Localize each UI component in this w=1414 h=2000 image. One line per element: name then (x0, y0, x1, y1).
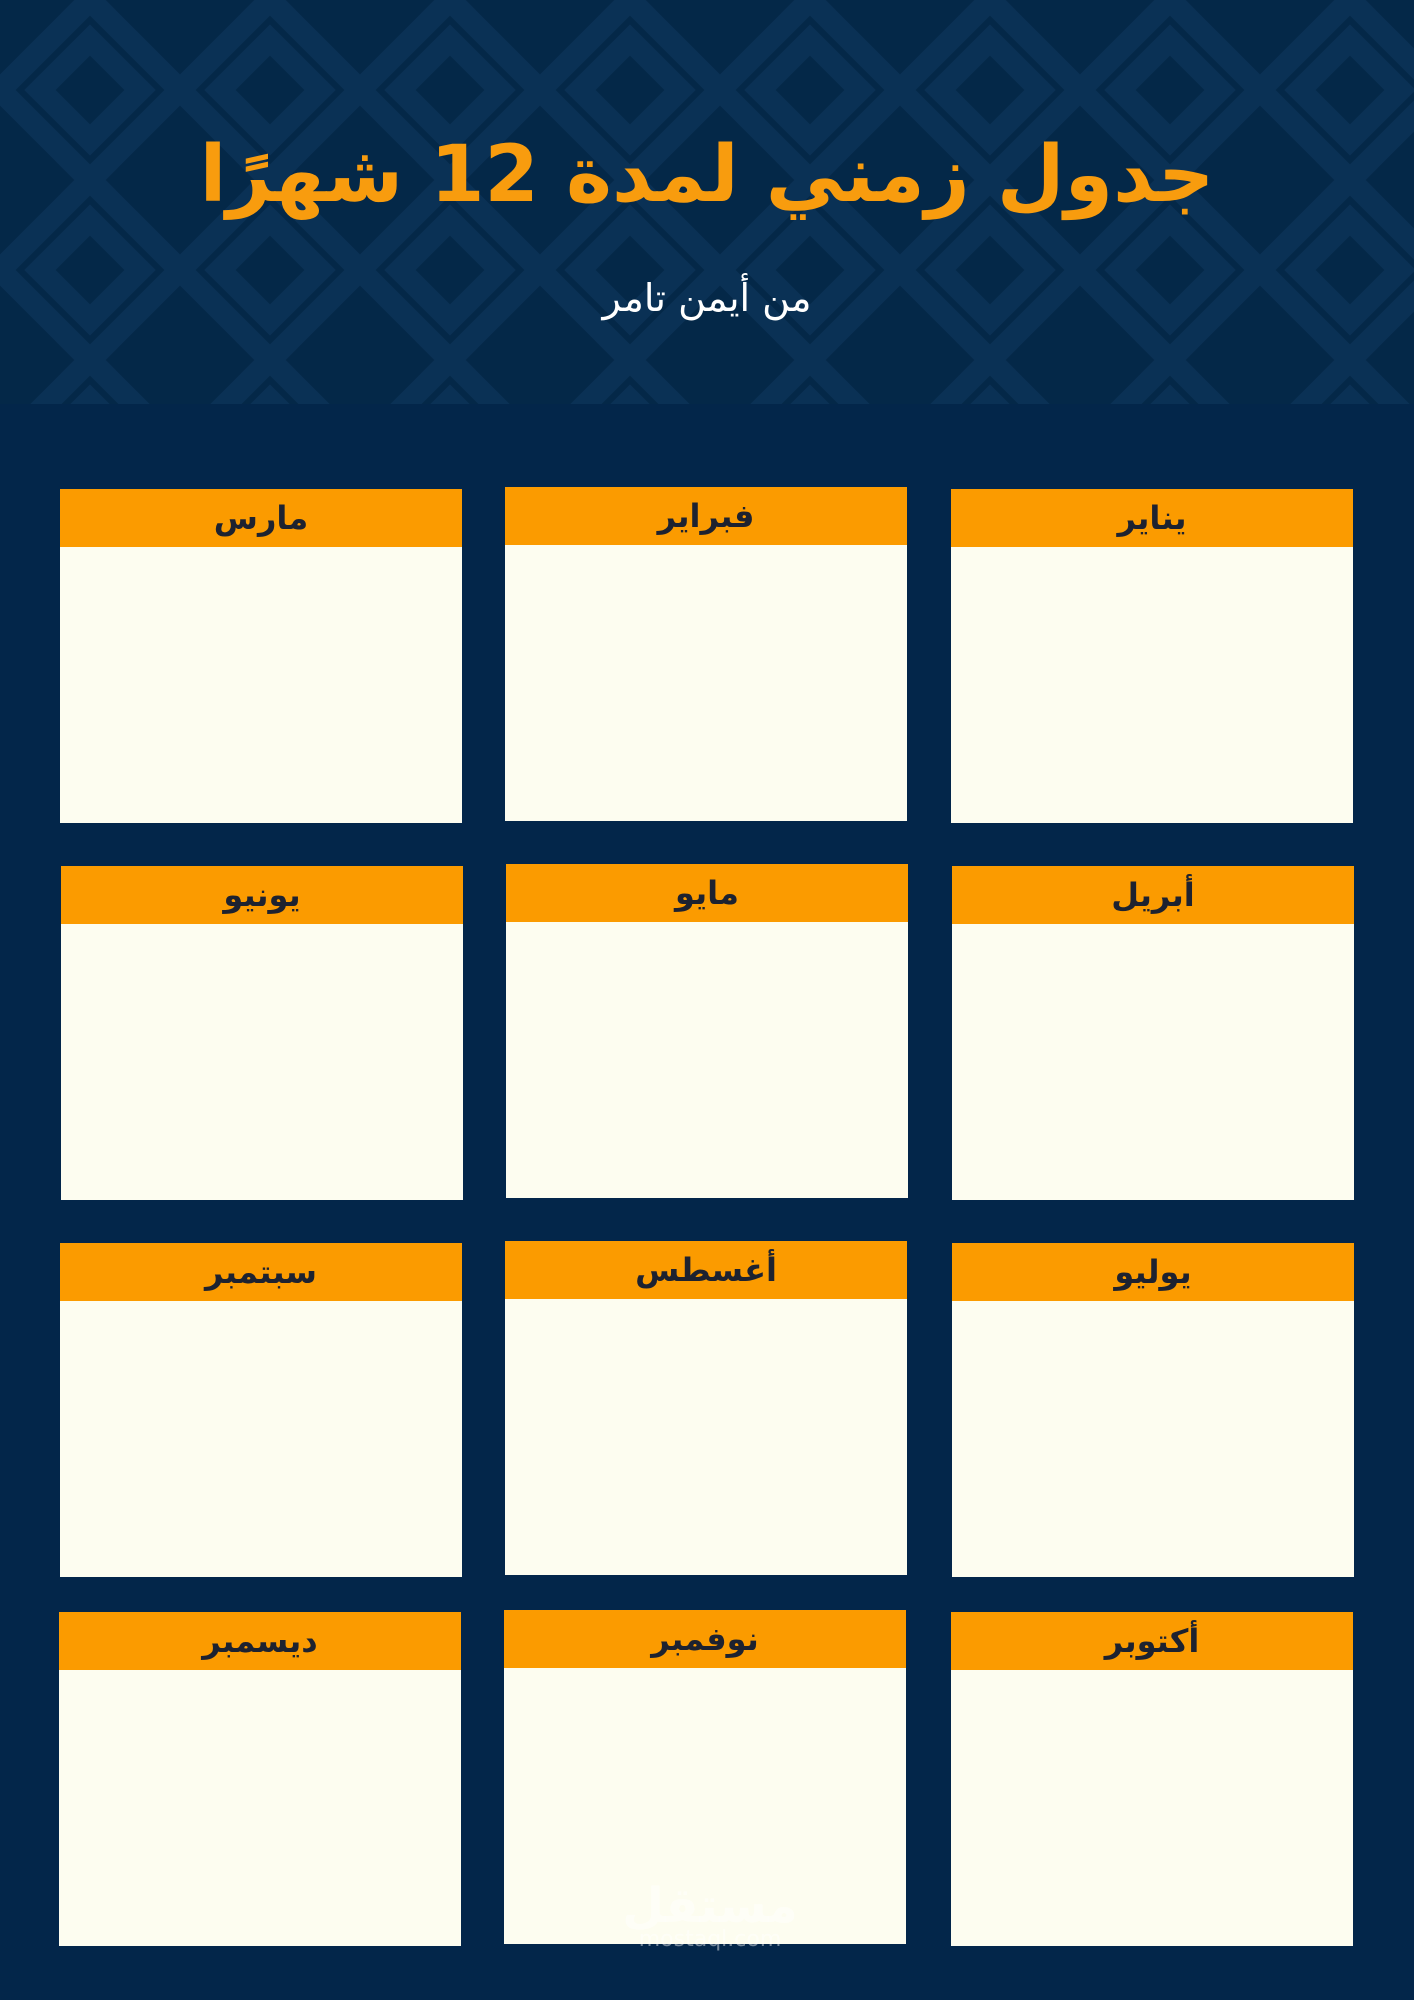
month-body[interactable] (506, 922, 908, 1198)
watermark-latin: mostaql.com (638, 1927, 782, 1952)
month-card (60, 1243, 462, 1577)
month-label: أغسطس (635, 1251, 777, 1289)
month-body[interactable] (60, 1301, 462, 1577)
month-card (952, 1243, 1354, 1577)
month-header (951, 489, 1353, 547)
month-card (951, 1612, 1353, 1946)
month-header (506, 864, 908, 922)
month-label: يوليو (1114, 1253, 1192, 1291)
month-label: فبراير (657, 497, 755, 535)
month-label: نوفمبر (651, 1620, 759, 1658)
month-header (951, 1612, 1353, 1670)
month-card (60, 489, 462, 823)
month-header (952, 1243, 1354, 1301)
month-header (61, 866, 463, 924)
month-header (59, 1612, 461, 1670)
month-body[interactable] (61, 924, 463, 1200)
month-label: أكتوبر (1104, 1622, 1200, 1660)
month-label: أبريل (1111, 876, 1195, 914)
month-header (505, 487, 907, 545)
month-card (505, 1241, 907, 1575)
month-header (952, 866, 1354, 924)
watermark-arabic: مستقل (622, 1878, 798, 1934)
month-body[interactable] (505, 545, 907, 821)
month-header (504, 1610, 906, 1668)
month-label: يناير (1117, 499, 1187, 537)
month-body[interactable] (952, 1301, 1354, 1577)
month-body[interactable] (951, 1670, 1353, 1946)
month-card (59, 1612, 461, 1946)
month-body[interactable] (952, 924, 1354, 1200)
month-label: مارس (213, 499, 309, 537)
month-body[interactable] (60, 547, 462, 823)
watermark-logo (600, 1880, 820, 1952)
month-body[interactable] (59, 1670, 461, 1946)
month-card (951, 489, 1353, 823)
month-body[interactable] (951, 547, 1353, 823)
month-label: يونيو (223, 876, 301, 914)
month-label: ديسمبر (202, 1622, 318, 1660)
month-card (61, 866, 463, 1200)
month-header (60, 1243, 462, 1301)
month-card (506, 864, 908, 1198)
month-card (505, 487, 907, 821)
month-header (60, 489, 462, 547)
month-header (505, 1241, 907, 1299)
page-subtitle: من أيمن تامر (602, 276, 812, 320)
month-label: سبتمبر (205, 1253, 318, 1291)
month-card (952, 866, 1354, 1200)
page-title: جدول زمني لمدة 12 شهرًا (199, 130, 1215, 220)
month-body[interactable] (505, 1299, 907, 1575)
month-label: مايو (675, 874, 739, 912)
